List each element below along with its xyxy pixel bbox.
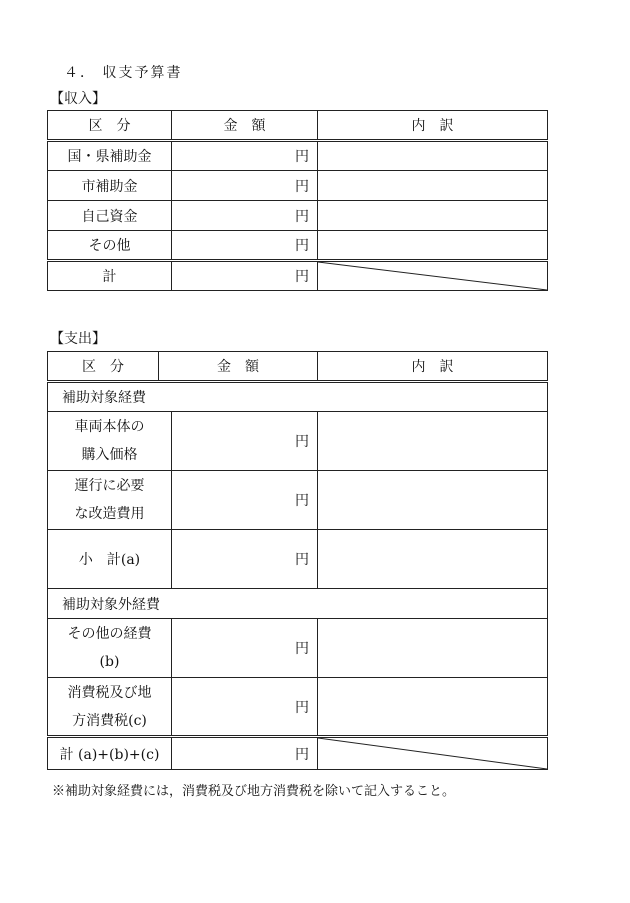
group-label-eligible: 補助対象経費 <box>48 382 548 412</box>
subtotal-label: 小 計(a) <box>48 530 172 589</box>
breakdown-cell[interactable] <box>318 141 548 171</box>
group-label-ineligible: 補助対象外経費 <box>48 589 548 619</box>
header-category: 区 分 <box>48 352 159 382</box>
total-label: 計 (a)+(b)+(c) <box>48 737 172 770</box>
amount-cell[interactable]: 円 <box>172 171 318 201</box>
header-amount: 金 額 <box>172 111 318 141</box>
row-category <box>48 678 172 737</box>
breakdown-cell[interactable] <box>318 231 548 261</box>
breakdown-cell[interactable] <box>318 678 548 737</box>
total-label: 計 <box>48 261 172 291</box>
category-line: (b) <box>99 654 120 670</box>
amount-cell[interactable]: 円 <box>172 231 318 261</box>
table-row <box>48 231 548 261</box>
breakdown-cell[interactable] <box>318 530 548 589</box>
table-row <box>48 471 548 530</box>
category-line: 購入価格 <box>81 447 138 463</box>
breakdown-cell[interactable] <box>318 201 548 231</box>
row-category: その他 <box>48 231 172 261</box>
row-category: 自己資金 <box>48 201 172 231</box>
total-row <box>48 261 548 291</box>
table-row <box>48 141 548 171</box>
category-line: な改造費用 <box>74 506 145 522</box>
header-amount: 金 額 <box>159 352 318 382</box>
amount-cell[interactable]: 円 <box>172 412 318 471</box>
amount-cell[interactable]: 円 <box>172 141 318 171</box>
diagonal-line <box>318 738 547 769</box>
row-category <box>48 412 172 471</box>
expense-table <box>47 351 548 770</box>
row-category: 国・県補助金 <box>48 141 172 171</box>
row-category <box>48 471 172 530</box>
row-category <box>48 619 172 678</box>
total-amount-cell[interactable]: 円 <box>172 737 318 770</box>
footnote: ※補助対象経費には，消費税及び地方消費税を除いて記入すること。 <box>52 784 456 799</box>
table-row <box>48 678 548 737</box>
expense-header-row <box>48 352 548 382</box>
table-row <box>48 171 548 201</box>
category-line: 消費税及び地 <box>67 684 152 701</box>
breakdown-cell[interactable] <box>318 619 548 678</box>
income-table <box>47 110 548 291</box>
header-breakdown: 内 訳 <box>318 111 548 141</box>
group-row <box>48 382 548 412</box>
group-row <box>48 589 548 619</box>
breakdown-cell[interactable] <box>318 171 548 201</box>
row-category: 市補助金 <box>48 171 172 201</box>
category-line: 運行に必要 <box>74 478 145 494</box>
breakdown-cell[interactable] <box>318 471 548 530</box>
table-row <box>48 412 548 471</box>
header-breakdown: 内 訳 <box>318 352 548 382</box>
income-header-row <box>48 111 548 141</box>
header-category: 区 分 <box>48 111 172 141</box>
amount-cell[interactable]: 円 <box>172 678 318 737</box>
total-amount-cell[interactable]: 円 <box>172 261 318 291</box>
amount-cell[interactable]: 円 <box>172 530 318 589</box>
table-row <box>48 530 548 589</box>
expense-label: 【支出】 <box>50 331 106 347</box>
table-row <box>48 201 548 231</box>
category-line: その他の経費 <box>67 626 152 642</box>
category-line: 方消費税(c) <box>72 712 147 729</box>
amount-cell[interactable]: 円 <box>172 471 318 530</box>
breakdown-cell[interactable] <box>318 412 548 471</box>
diagonal-cell <box>318 261 548 291</box>
amount-cell[interactable]: 円 <box>172 619 318 678</box>
diagonal-line <box>318 262 547 290</box>
category-line: 車両本体の <box>74 419 145 435</box>
diagonal-cell <box>318 737 548 770</box>
section-title: ４． 収支予算書 <box>64 65 183 81</box>
total-row <box>48 737 548 770</box>
amount-cell[interactable]: 円 <box>172 201 318 231</box>
income-label: 【収入】 <box>50 91 106 107</box>
table-row <box>48 619 548 678</box>
